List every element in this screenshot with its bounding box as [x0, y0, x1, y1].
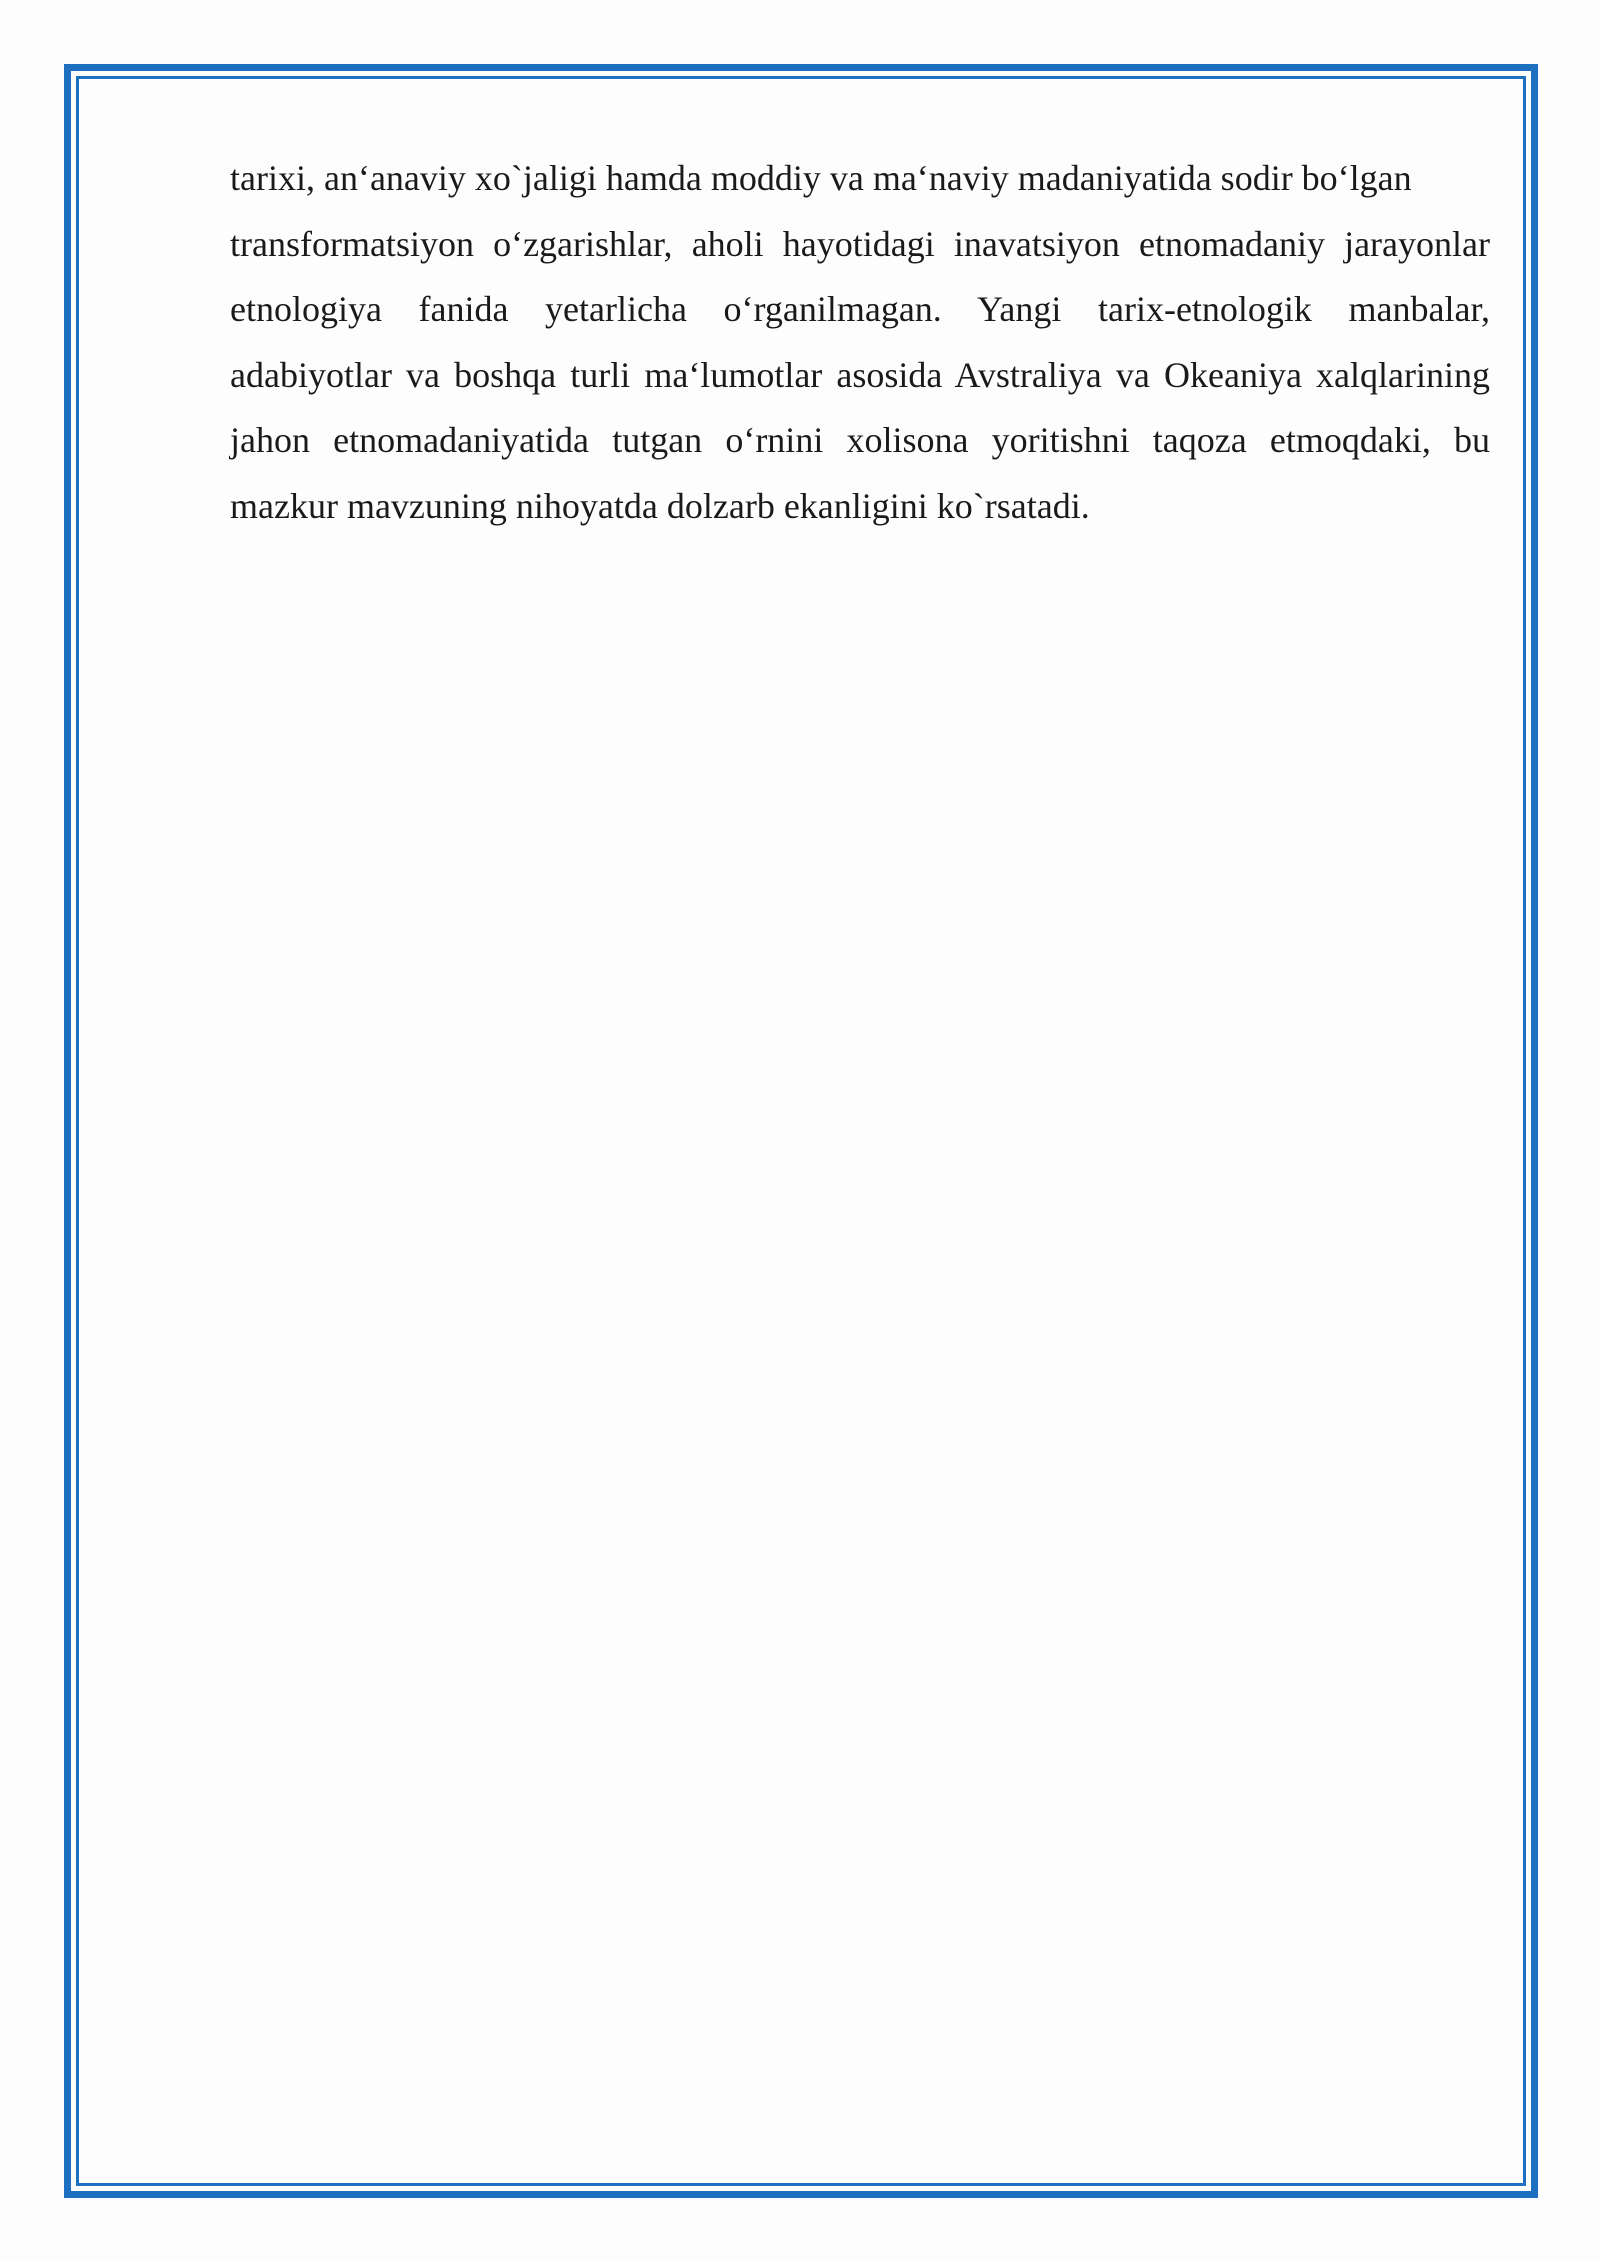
- body-paragraph: [230, 146, 1490, 539]
- paragraph-line: mazkur mavzuning nihoyatda dolzarb ekanligini ko`rsatadi.: [230, 485, 1090, 526]
- paragraph-line: etnologiya fanida yetarlicha o‘rganilmagan. Yangi tarix-etnologik manbalar,: [230, 289, 1490, 329]
- paragraph-line: transformatsiyon o‘zgarishlar, aholi hayotidagi inavatsiyon etnomadaniy jarayonlar: [230, 223, 1490, 264]
- paragraph-line: adabiyotlar va boshqa turli ma‘lumotlar asosida Avstraliya va Okeaniya xalqlarining: [230, 354, 1490, 395]
- paragraph-line: tarixi, an‘anaviy xo`jaligi hamda moddiy va ma‘naviy madaniyatida sodir bo‘lgan: [230, 158, 1412, 198]
- paragraph-line: jahon etnomadaniyatida tutgan o‘rnini xolisona yoritishni taqoza etmoqdaki, bu: [230, 420, 1490, 460]
